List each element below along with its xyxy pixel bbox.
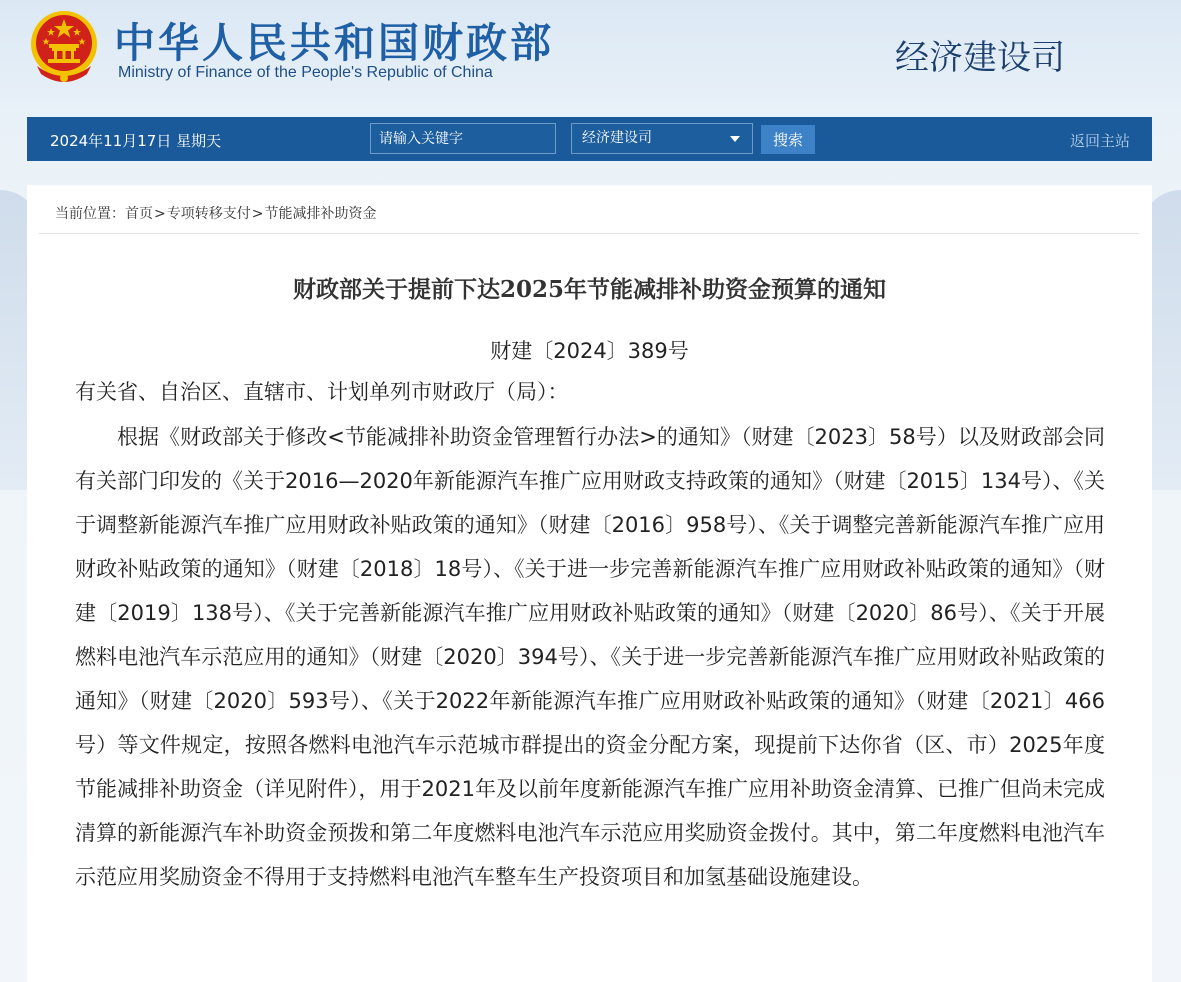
document-paragraph: 根据《财政部关于修改<节能减排补助资金管理暂行办法>的通知》（财建〔2023〕58号）以及财政部会同有关部门印发的《关于2016—2020年新能源汽车推广应用财政支持政策的通知》（财建〔2015〕134号）、《关于调整新能源汽车推广应用财政补贴政策的通知》（财建〔2016〕958号）、《关于调整完善新能源汽车推广应用财政补贴政策的通知》（财建〔2018〕18号）、《关于进一步完善新能源汽车推广应用财政补贴政策的通知》（财建〔2019〕138号）、《关于完善新能源汽车推广应用财政补贴政策的通知》（财建〔2020〕86号）、《关于开展燃料电池汽车示范应用的通知》（财建〔2020〕394号）、《关于进一步完善新能源汽车推广应用财政补贴政策的通知》（财建〔2020〕593号）、《关于2022年新能源汽车推广应用财政补贴政策的通知》（财建〔2021〕466号）等文件规定，按照各燃料电池汽车示范城市群提出的资金分配方案，现提前下达你省（区、市）2025年度节能减排补助资金（详见附件），用于2021年及以前年度新能源汽车推广应用补助资金清算、已推广但尚未完成清算的新能源汽车补助资金预拨和第二年度燃料电池汽车示范应用奖励资金拨付。其中，第二年度燃料电池汽车示范应用奖励资金不得用于支持燃料电池汽车整车生产投资项目和加氢基础设施建设。: [75, 425, 1105, 889]
search-scope-value: 经济建设司: [582, 130, 652, 146]
breadcrumb-subsidy-fund[interactable]: 节能减排补助资金: [264, 206, 377, 222]
content-panel: [27, 185, 1152, 982]
breadcrumb-transfer-payment[interactable]: 专项转移支付: [166, 206, 251, 222]
breadcrumb: [55, 203, 376, 223]
search-button[interactable]: 搜索: [761, 125, 815, 154]
search-scope-select[interactable]: [571, 123, 753, 154]
search-input[interactable]: [370, 123, 556, 154]
breadcrumb-separator: >: [251, 206, 264, 222]
document-title: 财政部关于提前下达2025年节能减排补助资金预算的通知: [292, 276, 886, 303]
breadcrumb-divider: [39, 233, 1139, 234]
return-home-link[interactable]: 返回主站: [1069, 132, 1130, 150]
breadcrumb-home[interactable]: 首页: [125, 206, 153, 222]
chevron-down-icon: [730, 136, 740, 142]
site-header: [0, 0, 1181, 115]
site-title-en[interactable]: Ministry of Finance of the People's Republic of China: [118, 64, 493, 81]
breadcrumb-separator: >: [154, 206, 166, 222]
department-title: 经济建设司: [895, 38, 1065, 78]
document-number: 财建〔2024〕389号: [490, 339, 689, 363]
top-navbar: [27, 117, 1152, 161]
national-emblem-icon[interactable]: [27, 8, 101, 84]
document-salutation: 有关省、自治区、直辖市、计划单列市财政厅（局）：: [75, 380, 569, 404]
breadcrumb-prefix: 当前位置：: [55, 206, 125, 222]
current-date: 2024年11月17日 星期天: [50, 132, 222, 150]
site-title-cn[interactable]: 中华人民共和国财政部: [114, 19, 554, 67]
